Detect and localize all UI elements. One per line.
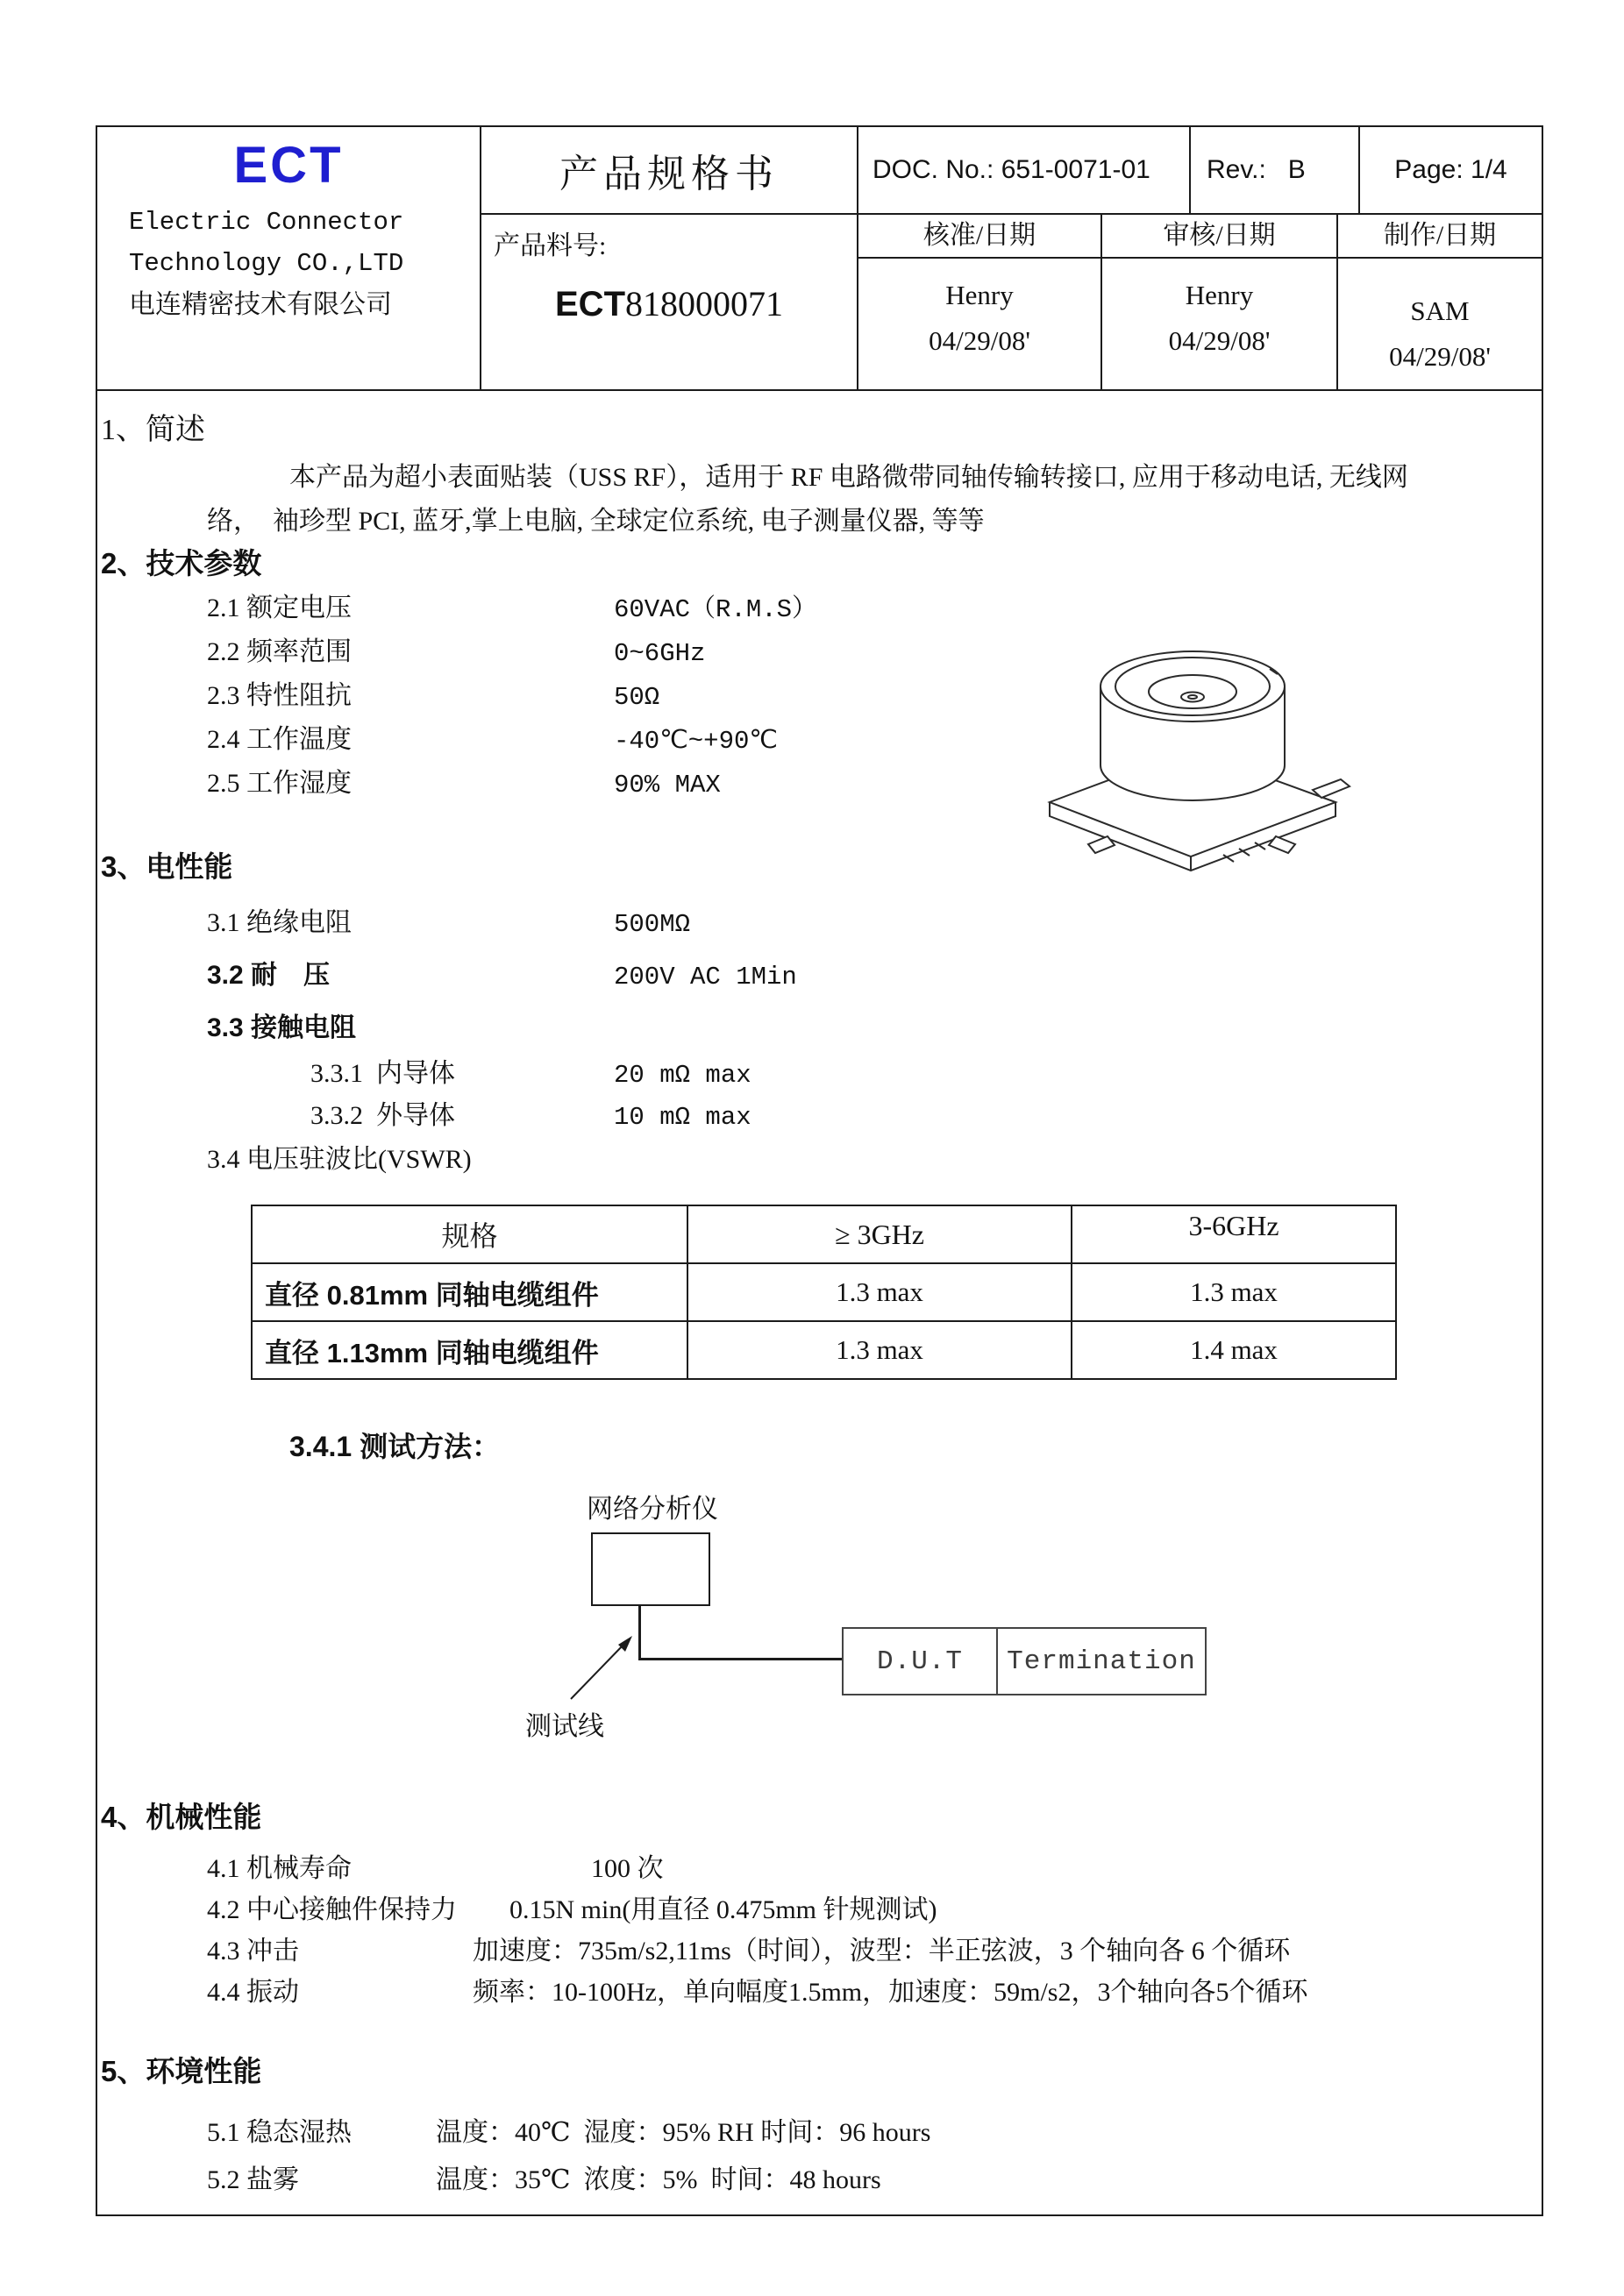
- approve-name: Henry: [945, 280, 1014, 310]
- section3-items: [97, 898, 1542, 1182]
- spec-item: [97, 1138, 1542, 1182]
- part-number-prefix: ECT: [555, 285, 625, 323]
- spec-item-value: 200V AC 1Min: [614, 963, 797, 992]
- company-logo: ECT: [233, 137, 344, 194]
- spec-item-value: 10 mΩ max: [614, 1103, 751, 1132]
- part-number-label: 产品料号:: [494, 231, 607, 260]
- spec-item-value: 温度：40℃ 湿度：95% RH 时间：96 hours: [436, 2118, 931, 2147]
- section5-items: [97, 2109, 1542, 2204]
- vswr-table: [251, 1205, 1397, 1380]
- company-name-block: [97, 202, 480, 325]
- termination-label: Termination: [1007, 1646, 1196, 1677]
- review-signoff: [1102, 259, 1336, 364]
- spec-item: [97, 1972, 1542, 2013]
- test-cable-wire-horizontal: [638, 1658, 844, 1660]
- spec-item-label: 3.3.2 外导体: [310, 1101, 455, 1130]
- approve-label: 核准/日期: [858, 215, 1100, 259]
- spec-item: [97, 898, 1542, 950]
- spec-item-label: 2.5 工作湿度: [207, 769, 352, 798]
- company-name-en-2: Technology CO.,LTD: [129, 249, 404, 278]
- doc-number: DOC. No.: 651-0071-01: [857, 127, 1189, 215]
- spec-item-label: 2.1 额定电压: [207, 594, 352, 622]
- section2-heading: 2、技术参数: [101, 547, 262, 579]
- spec-item-label: 2.4 工作温度: [207, 725, 352, 754]
- review-date: 04/29/08': [1168, 325, 1271, 356]
- spec-item: [97, 1848, 1542, 1889]
- spec-item-label: 3.4 电压驻波比(VSWR): [207, 1145, 472, 1174]
- spec-item: [97, 719, 1542, 763]
- make-name: SAM: [1410, 295, 1470, 326]
- make-date: 04/29/08': [1389, 341, 1491, 372]
- spec-item-value: 90% MAX: [614, 771, 721, 800]
- doc-title: 产品规格书: [480, 127, 857, 215]
- vswr-row-label: 直径 0.81mm 同轴电缆组件: [252, 1263, 687, 1321]
- spec-item-value: 100 次: [591, 1854, 664, 1883]
- spec-item: [97, 1930, 1542, 1972]
- vswr-row: [252, 1263, 1396, 1321]
- company-name-cn: 电连精密技术有限公司: [129, 290, 392, 319]
- spec-item-label: 4.2 中心接触件保持力: [207, 1895, 457, 1924]
- section4-items: [97, 1848, 1542, 2013]
- vswr-cell: 1.3 max: [687, 1263, 1072, 1321]
- spec-item-value: 加速度：735m/s2,11ms（时间），波型：半正弦波，3 个轴向各 6 个循环: [473, 1937, 1291, 1965]
- spec-item: [97, 587, 1542, 631]
- section2-items: [97, 587, 1542, 807]
- spec-item-label: 2.2 频率范围: [207, 637, 352, 666]
- spec-item-value: 60VAC（R.M.S）: [614, 595, 818, 624]
- spec-item-label: 2.3 特性阻抗: [207, 681, 352, 710]
- vswr-row: [252, 1321, 1396, 1379]
- spec-item: [97, 1096, 1542, 1138]
- spec-item-value: 频率：10-100Hz，单向幅度1.5mm，加速度：59m/s2，3个轴向各5个循环: [473, 1978, 1308, 2007]
- vswr-header-3ghz: ≥ 3GHz: [687, 1205, 1072, 1263]
- vswr-header-row: [252, 1205, 1396, 1263]
- spec-item-label: 3.1 绝缘电阻: [207, 908, 352, 937]
- cable-pointer-arrow-icon: [562, 1618, 650, 1706]
- spec-item-value: 20 mΩ max: [614, 1061, 751, 1090]
- spec-item-label: 3.3.1 内导体: [310, 1059, 455, 1088]
- approve-cell: [857, 215, 1100, 389]
- network-analyzer-box: [591, 1532, 710, 1606]
- vswr-header-3-6ghz: 3-6GHz: [1072, 1205, 1396, 1263]
- part-number-value: [481, 283, 857, 324]
- spec-item: [97, 2157, 1542, 2204]
- document-body: [97, 391, 1542, 2204]
- dut-termination-box: [842, 1627, 1207, 1695]
- test-cable-label: 测试线: [525, 1712, 604, 1741]
- vswr-cell: 1.4 max: [1072, 1321, 1396, 1379]
- spec-item: [97, 950, 1542, 1003]
- spec-item-label: 4.4 振动: [207, 1978, 299, 2007]
- page-frame: [96, 125, 1543, 2216]
- spec-item-label: 3.2 耐 压: [207, 961, 331, 990]
- company-name-en-1: Electric Connector: [129, 208, 404, 237]
- approve-signoff: [858, 259, 1100, 364]
- vswr-header-spec: 规格: [252, 1205, 687, 1263]
- section4-heading: 4、机械性能: [101, 1801, 262, 1833]
- spec-item: [97, 631, 1542, 675]
- page-indicator: Page: 1/4: [1358, 127, 1542, 215]
- section1-heading: 1、简述: [101, 414, 205, 446]
- spec-item: [97, 1003, 1542, 1054]
- part-number-digits: 818000071: [625, 284, 783, 323]
- section5-heading: 5、环境性能: [101, 2055, 262, 2087]
- review-label: 审核/日期: [1102, 215, 1336, 259]
- section3-heading: 3、电性能: [101, 850, 233, 883]
- spec-item-value: 500MΩ: [614, 910, 691, 939]
- network-analyzer-label: 网络分析仪: [587, 1495, 718, 1524]
- spec-item-value: 0.15N min(用直径 0.475mm 针规测试): [509, 1895, 937, 1924]
- spec-item: [97, 2109, 1542, 2157]
- spec-item-value: 0~6GHz: [614, 639, 706, 668]
- test-method-heading: 3.4.1 测试方法：: [289, 1431, 501, 1462]
- dut-label: D.U.T: [844, 1629, 998, 1694]
- spec-item-value: -40℃~+90℃: [614, 727, 778, 756]
- spec-item: [97, 1054, 1542, 1096]
- spec-item-label: 4.1 机械寿命: [207, 1854, 352, 1883]
- spec-item-value: 50Ω: [614, 683, 660, 712]
- spec-item-label: 5.2 盐雾: [207, 2165, 299, 2194]
- spec-item-label: 3.3 接触电阻: [207, 1013, 357, 1042]
- header-company-cell: [97, 127, 480, 389]
- section1-paragraph-line2: 络， 袖珍型 PCI, 蓝牙,掌上电脑, 全球定位系统, 电子测量仪器, 等等: [207, 507, 985, 536]
- section1-paragraph-line1: 本产品为超小表面贴装（USS RF），适用于 RF 电路微带同轴传输转接口, 应用于移动电话, 无线网: [289, 463, 1408, 492]
- vswr-row-label: 直径 1.13mm 同轴电缆组件: [252, 1321, 687, 1379]
- make-cell: [1336, 215, 1542, 389]
- spec-item-label: 5.1 稳态湿热: [207, 2118, 352, 2147]
- test-setup-diagram: [97, 1487, 1542, 1778]
- part-number-cell: [480, 215, 857, 389]
- spec-item: [97, 675, 1542, 719]
- spec-item: [97, 1889, 1542, 1930]
- vswr-cell: 1.3 max: [687, 1321, 1072, 1379]
- spec-item: [97, 763, 1542, 807]
- spec-item-label: 4.3 冲击: [207, 1937, 299, 1965]
- make-signoff: [1338, 259, 1542, 380]
- spec-item-value: 温度：35℃ 浓度：5% 时间：48 hours: [436, 2165, 881, 2194]
- vswr-cell: 1.3 max: [1072, 1263, 1396, 1321]
- make-label: 制作/日期: [1338, 215, 1542, 259]
- review-cell: [1100, 215, 1336, 389]
- approve-date: 04/29/08': [929, 325, 1030, 356]
- doc-revision: Rev.: B: [1189, 127, 1358, 215]
- review-name: Henry: [1185, 280, 1254, 310]
